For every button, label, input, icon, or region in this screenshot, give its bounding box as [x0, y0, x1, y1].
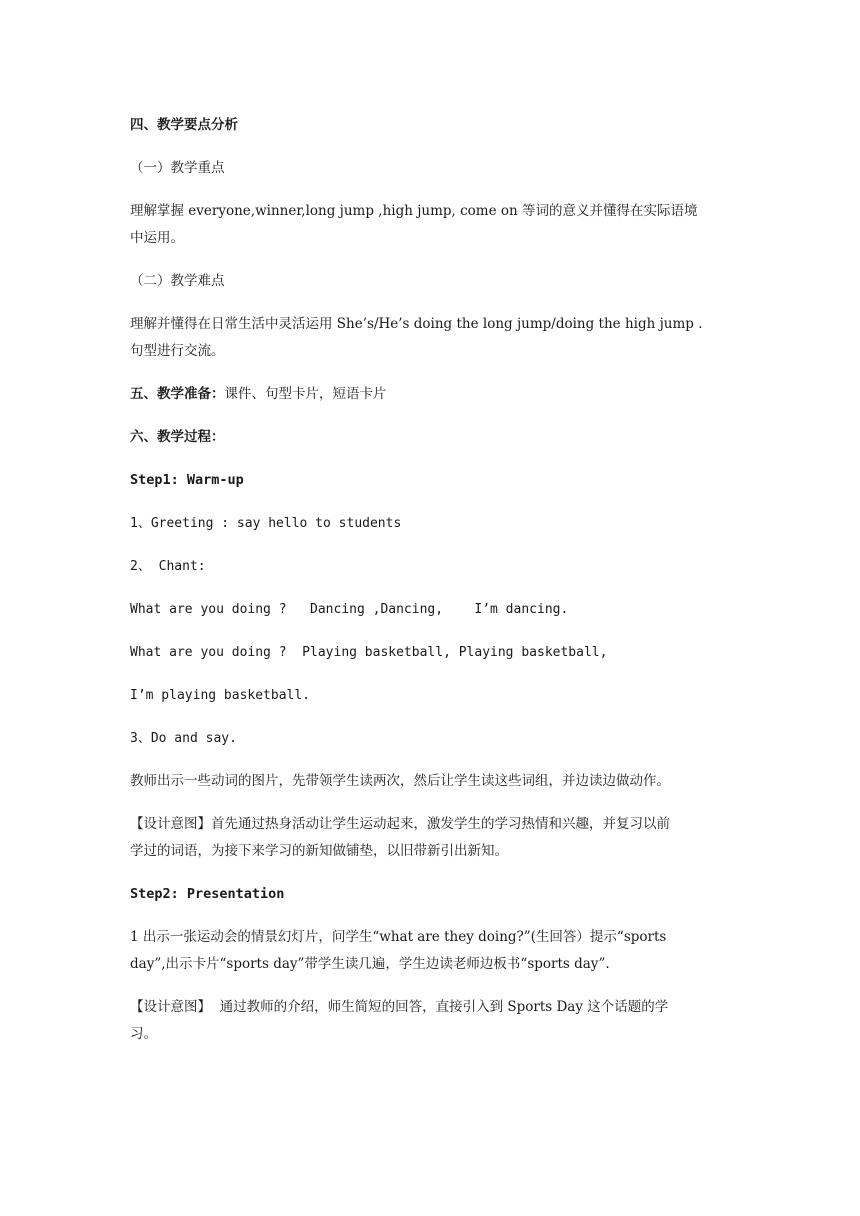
design-intent-2-line-1: 【设计意图】 通过教师的介绍，师生简短的回答，直接引入到 Sports Day 这个话题的学	[130, 999, 669, 1015]
chant-line-1: What are you doing ? Dancing ,Dancing, I’m dancing.	[130, 602, 569, 617]
design-intent-1-line-1: 【设计意图】首先通过热身活动让学生运动起来，激发学生的学习热情和兴趣，并复习以前	[130, 816, 670, 832]
step-2-para-1-line-2: day”,出示卡片“sports day”带学生读几遍，学生边读老师边板书“sports day”.	[130, 956, 610, 972]
section-4-para-2-line-2: 句型进行交流。	[130, 343, 225, 359]
document-page	[130, 112, 732, 1048]
section-4-para-1-line-1: 理解掌握 everyone,winner,long jump ,high jump, come on 等词的意义并懂得在实际语境	[130, 203, 698, 219]
chant-line-3: I’m playing basketball.	[130, 688, 311, 703]
section-5-line	[130, 381, 732, 408]
step-1-item-3: 3、Do and say.	[130, 731, 237, 746]
section-5-text: 课件、句型卡片，短语卡片	[224, 386, 387, 402]
step-2-title: Step2: Presentation	[130, 886, 285, 902]
design-intent-2-line-2: 习。	[130, 1026, 157, 1042]
chant-line-2: What are you doing ? Playing basketball, Playing basketball,	[130, 645, 608, 660]
step-1-item-2: 2、 Chant:	[130, 559, 206, 574]
section-4-title: 四、教学要点分析	[130, 117, 238, 133]
design-intent-1-line-2: 学过的词语，为接下来学习的新知做铺垫，以旧带新引出新知。	[130, 843, 508, 859]
section-5-label: 五、教学准备：	[130, 386, 225, 402]
section-6-title: 六、教学过程：	[130, 429, 225, 445]
step-1-title: Step1: Warm-up	[130, 472, 244, 488]
section-4-subtitle-1: （一）教学重点	[130, 160, 225, 176]
section-4-subtitle-2: （二）教学难点	[130, 273, 225, 289]
section-4-para-2-line-1: 理解并懂得在日常生活中灵活运用 She’s/He’s doing the long jump/doing the high jump .	[130, 316, 703, 332]
step-1-item-3-description: 教师出示一些动词的图片，先带领学生读两次，然后让学生读这些词组，并边读边做动作。	[130, 773, 670, 789]
section-4-para-1-line-2: 中运用。	[130, 230, 184, 246]
step-1-item-1: 1、Greeting : say hello to students	[130, 516, 402, 531]
step-2-para-1-line-1: 1 出示一张运动会的情景幻灯片，问学生“what are they doing?”(生回答）提示“sports	[130, 929, 667, 945]
